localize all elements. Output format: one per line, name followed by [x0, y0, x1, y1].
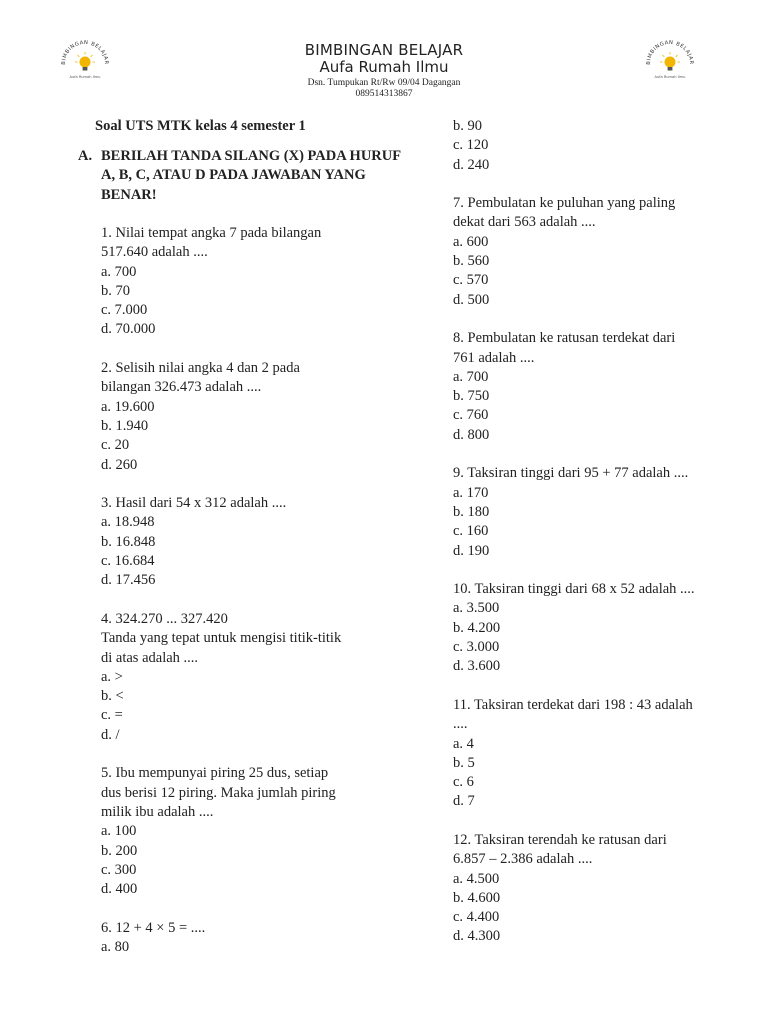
- logo-caption: Aufa Rumah Ilmu: [654, 75, 686, 79]
- answer-option: c. 570: [453, 272, 489, 289]
- answer-option: a. >: [101, 668, 123, 685]
- question-item: [101, 494, 401, 590]
- question-text: 4. 324.270 ... 327.420: [101, 610, 228, 627]
- question-text: 11. Taksiran terdekat dari 198 : 43 adalah: [453, 696, 693, 713]
- answer-option: a. 700: [453, 368, 489, 385]
- answer-option: d. 4.300: [453, 928, 501, 945]
- answer-option: a. 18.948: [101, 514, 155, 531]
- question-text: 1. Nilai tempat angka 7 pada bilangan: [101, 225, 322, 241]
- question-text: 6. 12 + 4 × 5 = ....: [101, 919, 206, 936]
- logo-caption: Aufa Rumah Ilmu: [69, 75, 101, 79]
- question-text: 3. Hasil dari 54 x 312 adalah ....: [101, 495, 287, 512]
- question-text: di atas adalah ....: [101, 649, 199, 666]
- answer-option: d. 500: [453, 291, 490, 308]
- question-text: 761 adalah ....: [453, 349, 535, 366]
- question-text: 2. Selisih nilai angka 4 dan 2 pada: [101, 360, 300, 377]
- answer-option: c. =: [101, 707, 123, 724]
- answer-option: b. 750: [453, 388, 490, 405]
- question-item: [453, 329, 723, 445]
- answer-option: b. 560: [453, 253, 490, 270]
- question-item: [101, 224, 401, 340]
- answer-option: d. 70.000: [101, 321, 156, 338]
- answer-option: c. 300: [101, 861, 137, 878]
- question-text: 8. Pembulatan ke ratusan terdekat dari: [453, 330, 676, 347]
- answer-option: a. 4: [453, 735, 474, 752]
- logo-arc-text: BIMBINGAN BELAJAR: [60, 39, 110, 65]
- answer-option: d. 3.600: [453, 658, 501, 675]
- answer-option: b. 90: [453, 118, 482, 134]
- question-item: [453, 580, 723, 676]
- questions-left-column: [101, 224, 401, 977]
- question-item: [453, 117, 723, 175]
- answer-option: d. 260: [101, 456, 138, 473]
- answer-option: b. 4.200: [453, 619, 501, 636]
- answer-option: c. 160: [453, 523, 489, 540]
- answer-option: b. 1.940: [101, 417, 149, 434]
- answer-option: b. 5: [453, 754, 475, 771]
- answer-option: a. 170: [453, 484, 489, 501]
- question-item: [453, 194, 723, 310]
- header-phone: 089514313867: [355, 89, 413, 99]
- question-text: 5. Ibu mempunyai piring 25 dus, setiap: [101, 765, 329, 782]
- document-title: Soal UTS MTK kelas 4 semester 1: [95, 118, 306, 134]
- question-text: milik ibu adalah ....: [101, 803, 214, 820]
- question-text: 7. Pembulatan ke puluhan yang paling: [453, 195, 676, 212]
- question-item: [101, 359, 401, 475]
- page-header: [0, 39, 768, 100]
- question-text: 10. Taksiran tinggi dari 68 x 52 adalah ....: [453, 581, 695, 598]
- answer-option: a. 4.500: [453, 870, 500, 887]
- question-item: [101, 764, 401, 899]
- answer-option: c. 20: [101, 437, 130, 454]
- question-text: 6.857 – 2.386 adalah ....: [453, 851, 593, 868]
- answer-option: a. 600: [453, 233, 489, 250]
- section-letter: A.: [78, 148, 93, 164]
- answer-option: d. 17.456: [101, 572, 156, 589]
- question-text: dus berisi 12 piring. Maka jumlah piring: [101, 784, 336, 801]
- answer-option: b. 180: [453, 503, 490, 520]
- answer-option: c. 4.400: [453, 909, 500, 926]
- answer-option: b. 200: [101, 842, 138, 859]
- answer-option: a. 19.600: [101, 398, 155, 415]
- question-text: dekat dari 563 adalah ....: [453, 214, 596, 231]
- questions-right-column: [453, 117, 723, 966]
- question-text: Tanda yang tepat untuk mengisi titik-titik: [101, 630, 342, 647]
- question-text: ....: [453, 716, 468, 733]
- answer-option: b. 70: [101, 282, 130, 299]
- question-item: [453, 831, 723, 947]
- answer-option: c. 3.000: [453, 639, 500, 656]
- question-text: 12. Taksiran terendah ke ratusan dari: [453, 831, 667, 848]
- answer-option: c. 120: [453, 137, 489, 154]
- answer-option: d. 7: [453, 793, 475, 810]
- question-text: 9. Taksiran tinggi dari 95 + 77 adalah ....: [453, 465, 689, 482]
- question-item: [453, 696, 723, 812]
- question-item: [453, 464, 723, 560]
- question-text: 517.640 adalah ....: [101, 244, 208, 261]
- header-title: BIMBINGAN BELAJAR: [304, 41, 464, 59]
- instruction-text: BERILAH TANDA SILANG (X) PADA HURUF A, B, C, ATAU D PADA JAWABAN YANG BENAR!: [101, 148, 401, 203]
- answer-option: d. 400: [101, 881, 138, 898]
- question-text: bilangan 326.473 adalah ....: [101, 379, 262, 396]
- answer-option: b. 4.600: [453, 889, 501, 906]
- answer-option: b. 16.848: [101, 533, 156, 550]
- logo-arc-text: BIMBINGAN BELAJAR: [645, 39, 695, 65]
- answer-option: a. 700: [101, 263, 137, 280]
- answer-option: a. 3.500: [453, 600, 500, 617]
- header-address: Dsn. Tumpukan Rt/Rw 09/04 Dagangan: [307, 78, 461, 88]
- header-subtitle: Aufa Rumah Ilmu: [319, 58, 449, 76]
- answer-option: c. 16.684: [101, 553, 155, 570]
- answer-option: c. 6: [453, 774, 474, 791]
- answer-option: a. 80: [101, 938, 130, 955]
- answer-option: d. 800: [453, 426, 490, 443]
- question-item: [101, 610, 401, 745]
- answer-option: a. 100: [101, 823, 137, 840]
- answer-option: d. 240: [453, 156, 490, 173]
- question-item: [101, 919, 401, 958]
- section-instruction: [78, 147, 408, 205]
- answer-option: d. 190: [453, 542, 490, 559]
- answer-option: b. <: [101, 688, 124, 705]
- answer-option: d. /: [101, 726, 120, 743]
- answer-option: c. 7.000: [101, 302, 148, 319]
- answer-option: c. 760: [453, 407, 489, 424]
